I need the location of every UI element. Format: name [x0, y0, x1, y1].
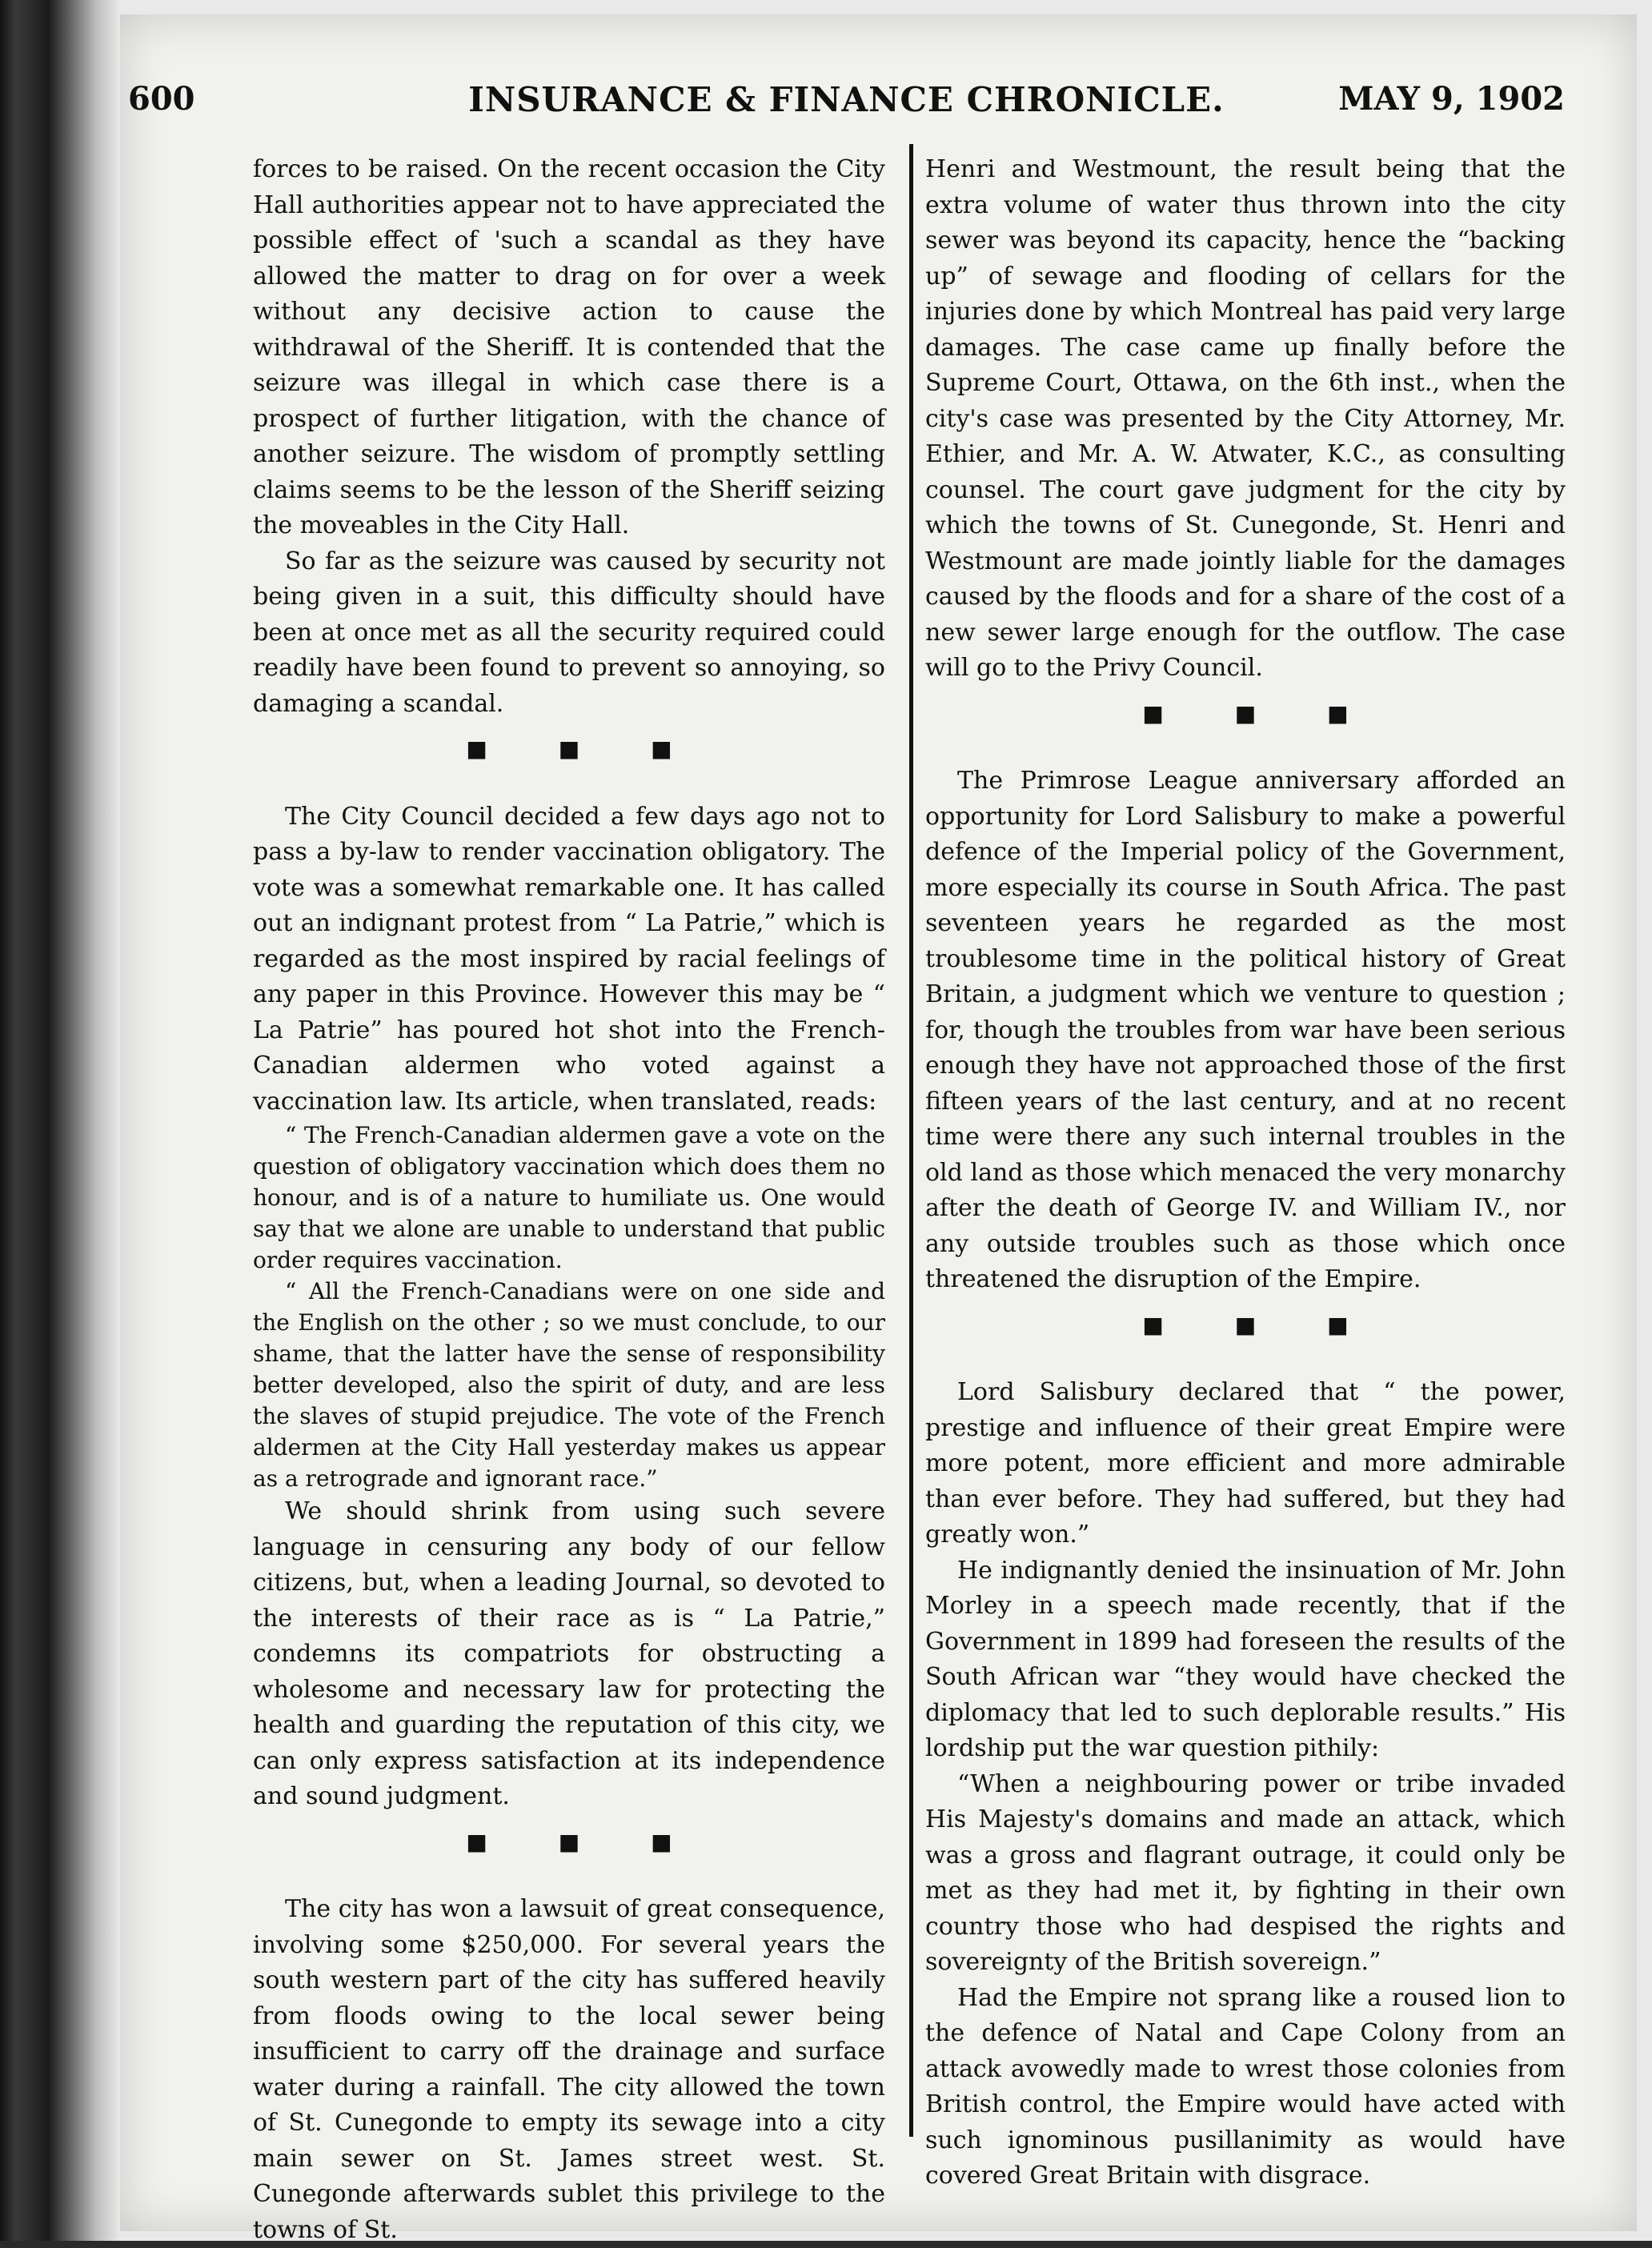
quoted-paragraph: “ The French-Canadian aldermen gave a vote on the question of obligatory vaccination which does them no honour, and is of a nature to humiliate us. One would say that we alone are unable to understand that public order requires vaccination. [253, 1122, 885, 1273]
section-separator: ■ ■ ■ [466, 1828, 704, 1855]
paragraph: He indignantly denied the insinuation of Mr. John Morley in a speech made recently, that if the Government in 1899 had foreseen the results of the South African war “they would have checked the diplomacy that led to such deplorable results.” His lordship put the war question pithily: [925, 1556, 1566, 1762]
paragraph: The City Council decided a few days ago not to pass a by-law to render vaccination obligatory. The vote was a somewhat remarkable one. It has called out an indignant protest from “ La Patrie,” which is regarded as the most inspired by racial feelings of any paper in this Province. However this may be “ La Patrie” has poured hot shot into the French-Canadian aldermen who voted against a vaccination law. Its article, when translated, reads: [253, 802, 885, 1116]
publication-title: INSURANCE & FINANCE CHRONICLE. [468, 80, 1225, 119]
paragraph: Had the Empire not sprang like a roused lion to the defence of Natal and Cape Colony from an attack avowedly made to wrest those colonies from British control, the Empire would have acted with such ignominous pusillanimity as would have covered Great Britain with disgrace. [925, 1983, 1566, 2190]
paragraph: Henri and Westmount, the result being that the extra volume of water thus thrown into the city sewer was beyond its capacity, hence the “backing up” of sewage and flooding of cellars for the injuries done by which Montreal has paid very large damages. The case came up finally before the Supreme Court, Ottawa, on the 6th inst., when the city's case was presented by the City Attorney, Mr. Ethier, and Mr. A. W. Atwater, K.C., as consulting counsel. The court gave judgment for the city by which the towns of St. Cunegonde, St. Henri and Westmount are made jointly liable for the damages caused by the floods and for a share of the cost of a new sewer large enough for the outflow. The case will go to the Privy Council. [925, 155, 1566, 682]
section-separator: ■ ■ ■ [1142, 1311, 1381, 1338]
column-divider [909, 144, 913, 2137]
section-separator: ■ ■ ■ [1142, 699, 1381, 727]
paragraph: We should shrink from using such severe language in censuring any body of our fellow citizens, but, when a leading Journal, so devoted to the interests of their race as is “ La Patrie,” condemns its compatriots for obstructing a wholesome and necessary law for protecting the health and guarding the reputation of this city, we can only express satisfaction at its independence and sound judgment. [253, 1497, 885, 1810]
section-separator: ■ ■ ■ [466, 735, 704, 762]
paragraph: forces to be raised. On the recent occasion the City Hall authorities appear not to have appreciated the possible effect of 'such a scandal as they have allowed the matter to drag on for over a week without any decisive action to cause the withdrawal of the Sheriff. It is contended that the seizure was illegal in which case there is a prospect of further litigation, with the chance of another seizure. The wisdom of promptly settling claims seems to be the lesson of the Sheriff seizing the moveables in the City Hall. [253, 155, 885, 539]
page-number: 600 [128, 80, 195, 118]
issue-date: MAY 9, 1902 [1338, 80, 1565, 118]
left-column [253, 152, 885, 2248]
paragraph: The Primrose League anniversary afforded an opportunity for Lord Salisbury to make a powerful defence of the Imperial policy of the Government, more especially its course in South Africa. The past seventeen years he regarded as the most troublesome time in the political history of Great Britain, a judgment which we venture to question ; for, though the troubles from war have been serious enough they have not approached those of the first fifteen years of the last century, and at no recent time were there any such internal troubles in the old land as those which menaced the very monarchy after the death of George IV. and William IV., nor any outside troubles such as those which once threatened the disruption of the Empire. [925, 767, 1566, 1293]
right-column [925, 152, 1566, 2194]
paragraph: So far as the seizure was caused by security not being given in a suit, this difficulty should have been at once met as all the security required could readily have been found to prevent so annoying, so damaging a scandal. [253, 547, 885, 718]
page-header [128, 80, 1565, 128]
quoted-paragraph: “When a neighbouring power or tribe invaded His Majesty's domains and made an attack, which was a gross and flagrant outrage, it could only be met as they had met it, by fighting in their own country those who had despised the rights and sovereignty of the British sovereign.” [925, 1769, 1566, 1976]
paragraph: The city has won a lawsuit of great consequence, involving some $250,000. For several years the south western part of the city has suffered heavily from floods owing to the local sewer being insufficient to carry off the drainage and surface water during a rainfall. The city allowed the town of St. Cunegonde to empty its sewage into a city main sewer on St. James street west. St. Cunegonde afterwards sublet this privilege to the towns of St. [253, 1895, 885, 2244]
paragraph: Lord Salisbury declared that “ the power, prestige and influence of their great Empire were more potent, more efficient and more admirable than ever before. They had suffered, but they had greatly won.” [925, 1378, 1566, 1549]
quoted-paragraph: “ All the French-Canadians were on one side and the English on the other ; so we must conclude, to our shame, that the latter have the sense of responsibility better developed, also the spirit of duty, and are less the slaves of stupid prejudice. The vote of the French aldermen at the City Hall yesterday makes us appear as a retrograde and ignorant race.” [253, 1278, 885, 1492]
